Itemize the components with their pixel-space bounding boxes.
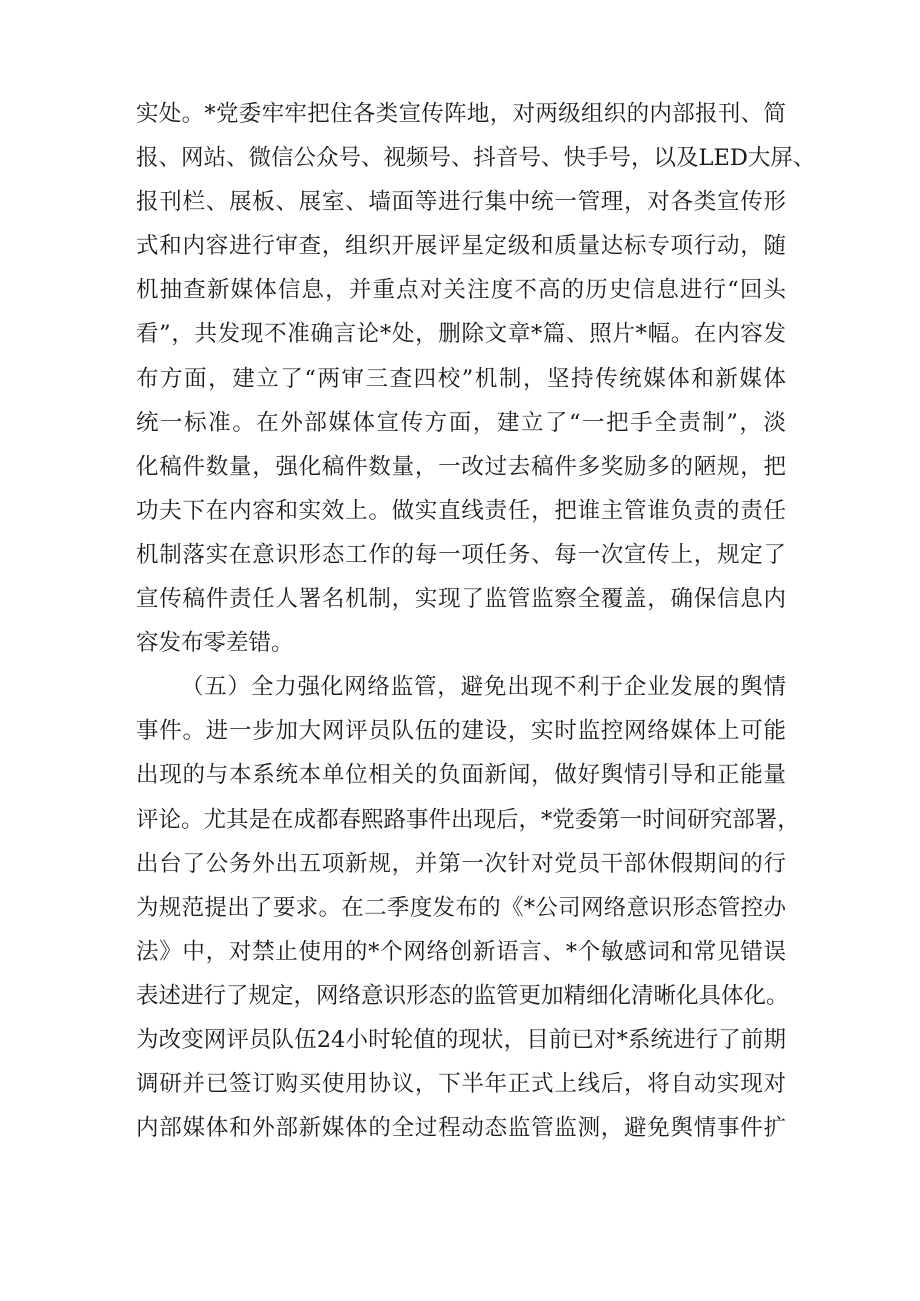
text-line: 为规范提出了要求。在二季度发布的《*公司网络意识形态管控办 (136, 894, 786, 921)
text-line: 评论。尤其是在成都春熙路事件出现后，*党委第一时间研究部署， (136, 806, 800, 833)
paragraph-2 (136, 665, 800, 1150)
text-line: 布方面，建立了“两审三查四校”机制，坚持传统媒体和新媒体 (136, 365, 786, 392)
text-line: 出台了公务外出五项新规，并第一次针对党员干部休假期间的行 (136, 850, 786, 877)
text-line: （五）全力强化网络监管，避免出现不利于企业发展的舆情 (181, 674, 786, 701)
text-line: 表述进行了规定，网络意识形态的监管更加精细化清晰化具体化。 (136, 982, 789, 1009)
text-line: 功夫下在内容和实效上。做实直线责任，把谁主管谁负责的责任 (136, 497, 786, 524)
text-line: 法》中，对禁止使用的*个网络创新语言、*个敏感词和常见错误 (136, 938, 786, 965)
text-line: 统一标准。在外部媒体宣传方面，建立了“一把手全责制”，淡 (136, 409, 786, 436)
text-line: 为改变网评员队伍24小时轮值的现状，目前已对*系统进行了前期 (136, 1026, 786, 1053)
text-line: 出现的与本系统本单位相关的负面新闻，做好舆情引导和正能量 (136, 762, 786, 789)
text-line: 内部媒体和外部新媒体的全过程动态监管监测，避免舆情事件扩 (136, 1115, 786, 1142)
text-line: 机抽查新媒体信息，并重点对关注度不高的历史信息进行“回头 (136, 277, 786, 304)
text-line: 宣传稿件责任人署名机制，实现了监管监察全覆盖，确保信息内 (136, 586, 786, 613)
text-line: 报、网站、微信公众号、视频号、抖音号、快手号，以及LED大屏、 (136, 145, 816, 172)
paragraph-1 (136, 92, 816, 665)
text-line: 机制落实在意识形态工作的每一项任务、每一次宣传上，规定了 (136, 541, 786, 568)
document-body (136, 92, 816, 1150)
text-line: 容发布零差错。 (136, 630, 294, 657)
text-line: 报刊栏、展板、展室、墙面等进行集中统一管理，对各类宣传形 (136, 189, 786, 216)
text-line: 式和内容进行审查，组织开展评星定级和质量达标专项行动，随 (136, 233, 786, 260)
text-line: 化稿件数量，强化稿件数量，一改过去稿件多奖励多的陋规，把 (136, 453, 786, 480)
text-line: 事件。进一步加大网评员队伍的建设，实时监控网络媒体上可能 (136, 718, 786, 745)
text-line: 看”，共发现不准确言论*处，删除文章*篇、照片*幅。在内容发 (136, 321, 786, 348)
text-line: 调研并已签订购买使用协议，下半年正式上线后，将自动实现对 (136, 1071, 786, 1098)
text-line: 实处。*党委牢牢把住各类宣传阵地，对两级组织的内部报刊、简 (136, 101, 786, 127)
